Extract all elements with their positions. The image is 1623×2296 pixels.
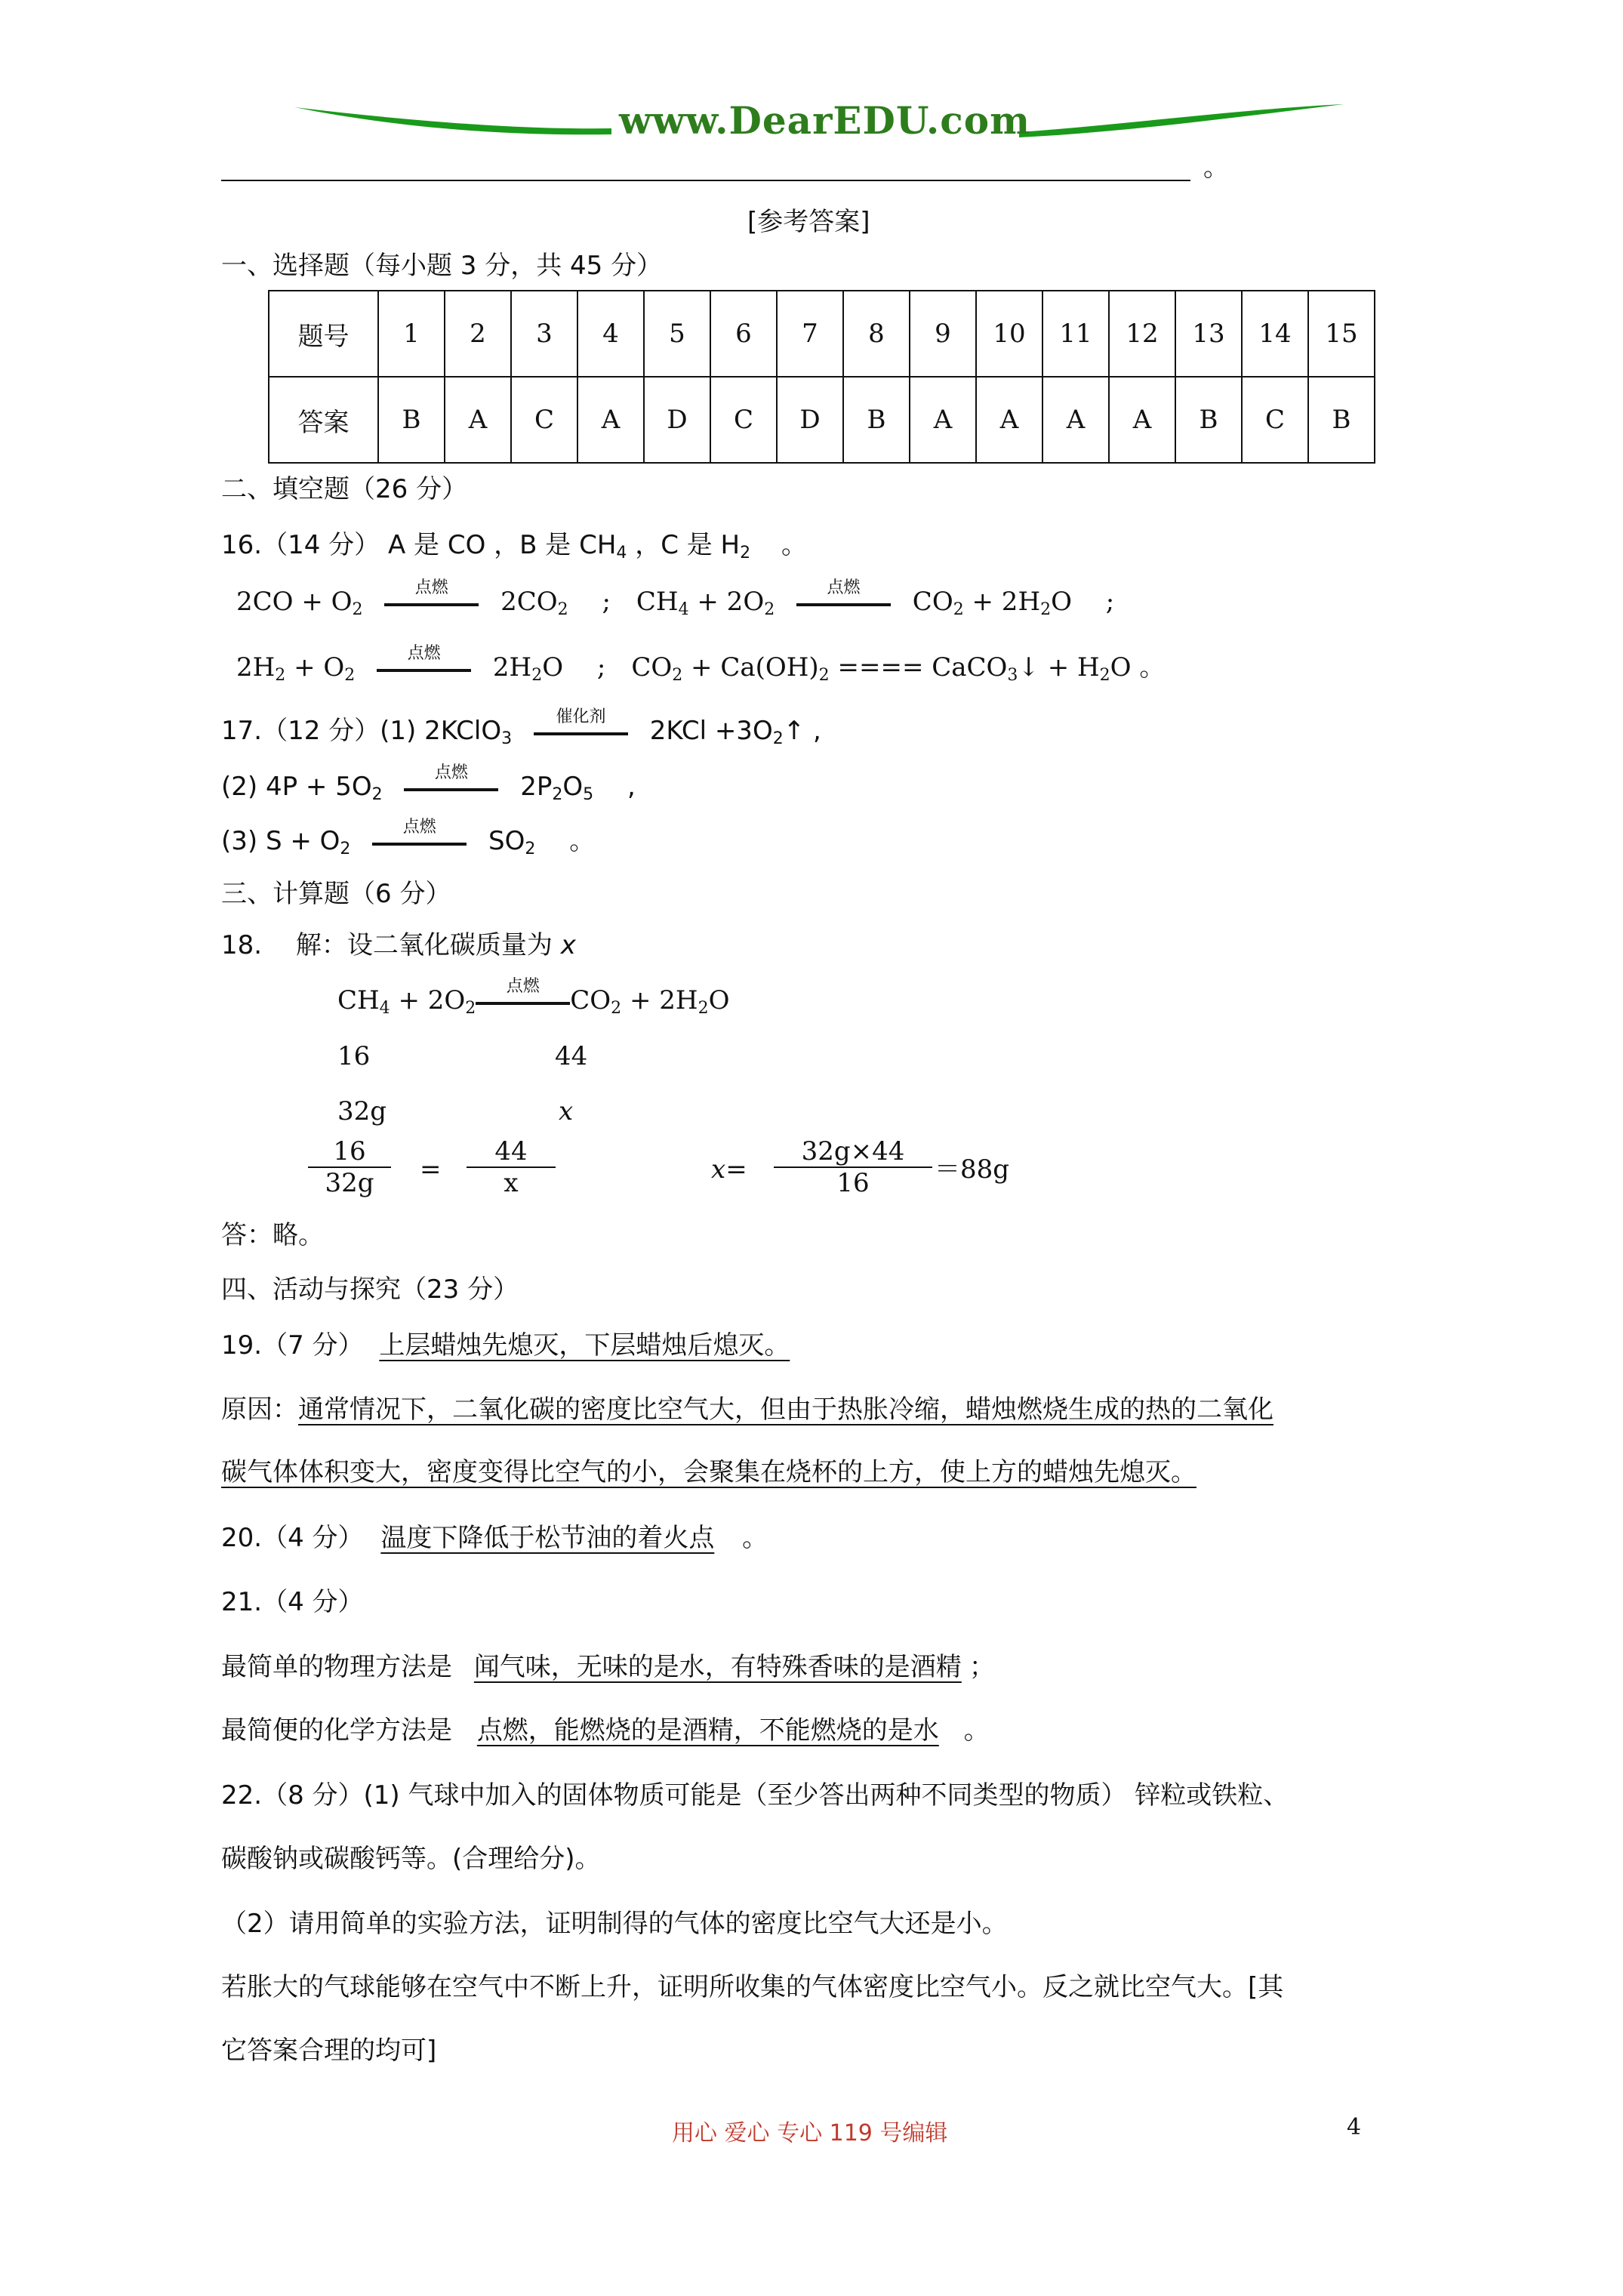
q16-prefix: 16.（14 分） A 是 CO ，B 是 CH [221,530,617,560]
q19-reason-label: 原因： [221,1395,298,1425]
table-cell: 6 [710,291,777,377]
q18-intro-text: 18. 解：设二氧化碳质量为 [221,930,553,960]
q18-equation: $CH_4 + 2O_2$ 点燃 $CO_2 + 2H_2O$ [337,977,730,1018]
table-cell: A [577,377,644,463]
table-cell: B [843,377,910,463]
var-x: x [560,930,576,960]
section2-title: 二、填空题（26 分） [221,474,468,504]
reaction-arrow: 点燃 [796,600,891,606]
fraction-left [308,1136,391,1198]
reaction-arrow: 点燃 [476,999,570,1005]
footer-text: 用心 爱心 专心 119 号编辑 [672,2120,948,2147]
table-row-numbers [269,291,1375,377]
table-cell: 10 [976,291,1042,377]
q18-answer: 答：略。 [221,1220,324,1250]
equals-sign: = [420,1154,442,1185]
fraction-numerator: 16 [333,1136,366,1166]
q17-line-2: (2) $4P + 5O_2$ 点燃 $2P_2O_5$ , [221,763,636,804]
table-cell: 5 [644,291,710,377]
q18-intro [221,929,576,962]
solution-result: ＝88g [935,1154,1010,1185]
q20-answer: 温度下降低于松节油的着火点 [380,1523,715,1553]
q17-line-3: (3) $S + O_2$ 点燃 $SO_2$ 。 [221,817,596,858]
table-cell: 8 [843,291,910,377]
q22-line-5: 它答案合理的均可] [221,2036,437,2066]
q17-line-1: 17.（12 分）(1) 2KClO$_3$ 催化剂 $2KCl +3O_2↑$ , [221,707,821,748]
q21-phys-label: 最简单的物理方法是 [221,1652,452,1682]
table-cell: A [910,377,976,463]
q22-line-1: 22.（8 分）(1) 气球中加入的固体物质可能是（至少答出两种不同类型的物质） 锌粒或铁粒、 [221,1780,1289,1811]
q16-sub4: 4 [616,544,627,562]
table-cell: A [1042,377,1109,463]
section3-title: 三、计算题（6 分） [221,879,451,909]
q19-reason-text-1: 通常情况下，二氧化碳的密度比空气大，但由于热胀冷缩，蜡烛燃烧生成的热的二氧化 [298,1395,1273,1425]
fraction-denominator: 32g [325,1168,374,1198]
table-cell: D [777,377,843,463]
q17-p3-label: (3) S + O [221,826,340,856]
var-x: x [711,1154,726,1185]
section4-title: 四、活动与探究（23 分） [221,1274,519,1305]
fraction-numerator: 32g×44 [801,1136,905,1166]
equals-sign: = [725,1154,747,1185]
section1-title: 一、选择题（每小题 3 分，共 45 分） [221,251,663,281]
q19-reason-line-2 [221,1456,1196,1489]
q19-answer: 上层蜡烛先熄灭，下层蜡烛后熄灭。 [379,1330,790,1361]
table-cell: B [1175,377,1242,463]
q17-p2-label: (2) 4P + 5O [221,772,372,802]
table-cell: C [511,377,577,463]
q16-end: 。 [781,530,807,560]
q17-label: 17.（12 分）(1) 2KClO [221,716,502,746]
reaction-arrow: 点燃 [404,785,498,791]
q18-unknown-x: x [559,1096,574,1126]
table-cell: A [445,377,511,463]
solution-lhs [711,1153,747,1186]
table-cell: 15 [1308,291,1375,377]
reaction-arrow: 点燃 [384,600,479,606]
fraction-right [774,1136,932,1198]
q21-chemical-line [221,1714,990,1747]
row-label-answer: 答案 [269,377,378,463]
header-logo [294,91,1344,151]
table-cell: 2 [445,291,511,377]
table-cell: A [976,377,1042,463]
table-row-answers [269,377,1375,463]
fraction-numerator: 44 [494,1136,528,1166]
q21-phys-answer: 闻气味，无味的是水，有特殊香味的是酒精 [473,1652,962,1682]
q19-label: 19.（7 分） [221,1330,364,1361]
trailing-mark: 。 [1203,153,1229,183]
table-cell: C [1242,377,1308,463]
equation-line-1: $2CO + O_2$ 点燃 $2CO_2$ ; $CH_4 + 2O_2$ 点燃 $CO_2 + 2H_2O$ ; [236,578,1115,619]
q19-line [221,1329,797,1362]
row-label-number: 题号 [269,291,378,377]
page-number: 4 [1347,2114,1362,2140]
table-cell: D [644,377,710,463]
q21-label: 21.（4 分） [221,1587,364,1617]
logo-text: www.DearEDU.com [619,98,1031,143]
q19-reason-line-1 [221,1393,1273,1426]
table-cell: C [710,377,777,463]
q16-line [221,529,807,570]
q21-phys-end: ； [969,1652,995,1682]
fraction-middle [467,1136,556,1198]
q21-chem-answer: 点燃，能燃烧的是酒精，不能燃烧的是水 [476,1715,939,1746]
reaction-arrow: 催化剂 [534,729,628,735]
table-cell: A [1109,377,1175,463]
top-rule [221,180,1190,181]
q18-mass-16: 16 [337,1041,371,1071]
answer-heading: [参考答案] [747,207,870,237]
q22-line-3: （2）请用简单的实验方法，证明制得的气体的密度比空气大还是小。 [221,1909,1008,1939]
reaction-arrow: 点燃 [372,840,467,846]
q21-chem-label: 最简便的化学方法是 [221,1715,452,1746]
equation-line-2: $2H_2 + O_2$ 点燃 $2H_2O$ ; $CO_2 + Ca(OH)_2$ ==== CaCO$_3$↓ + $H_2O$ 。 [236,644,1166,685]
q20-line [221,1521,768,1555]
q16-mid: ，C 是 H [635,530,741,560]
table-cell: 14 [1242,291,1308,377]
table-cell: 3 [511,291,577,377]
fraction-denominator: x [504,1168,519,1198]
q18-given-32g: 32g [337,1096,387,1126]
q21-chem-end: 。 [963,1715,990,1746]
table-cell: B [1308,377,1375,463]
reaction-arrow: 点燃 [377,666,471,672]
q18-mass-44: 44 [555,1041,588,1071]
table-cell: 1 [378,291,445,377]
table-cell: 13 [1175,291,1242,377]
q21-physical-line [221,1650,995,1684]
table-cell: 11 [1042,291,1109,377]
q22-line-2: 碳酸钠或碳酸钙等。(合理给分)。 [221,1844,601,1874]
table-cell: 9 [910,291,976,377]
q20-label: 20.（4 分） [221,1523,364,1553]
fraction-denominator: 16 [836,1168,870,1198]
answer-table [268,290,1375,464]
table-cell: 7 [777,291,843,377]
q19-reason-text-2: 碳气体体积变大，密度变得比空气的小，会聚集在烧杯的上方，使上方的蜡烛先熄灭。 [221,1457,1196,1487]
table-cell: B [378,377,445,463]
q20-end: 。 [742,1523,768,1553]
q22-line-4: 若胀大的气球能够在空气中不断上升，证明所收集的气体密度比空气小。反之就比空气大。[其 [221,1972,1284,2002]
q16-sub2: 2 [740,544,751,562]
table-cell: 4 [577,291,644,377]
table-cell: 12 [1109,291,1175,377]
